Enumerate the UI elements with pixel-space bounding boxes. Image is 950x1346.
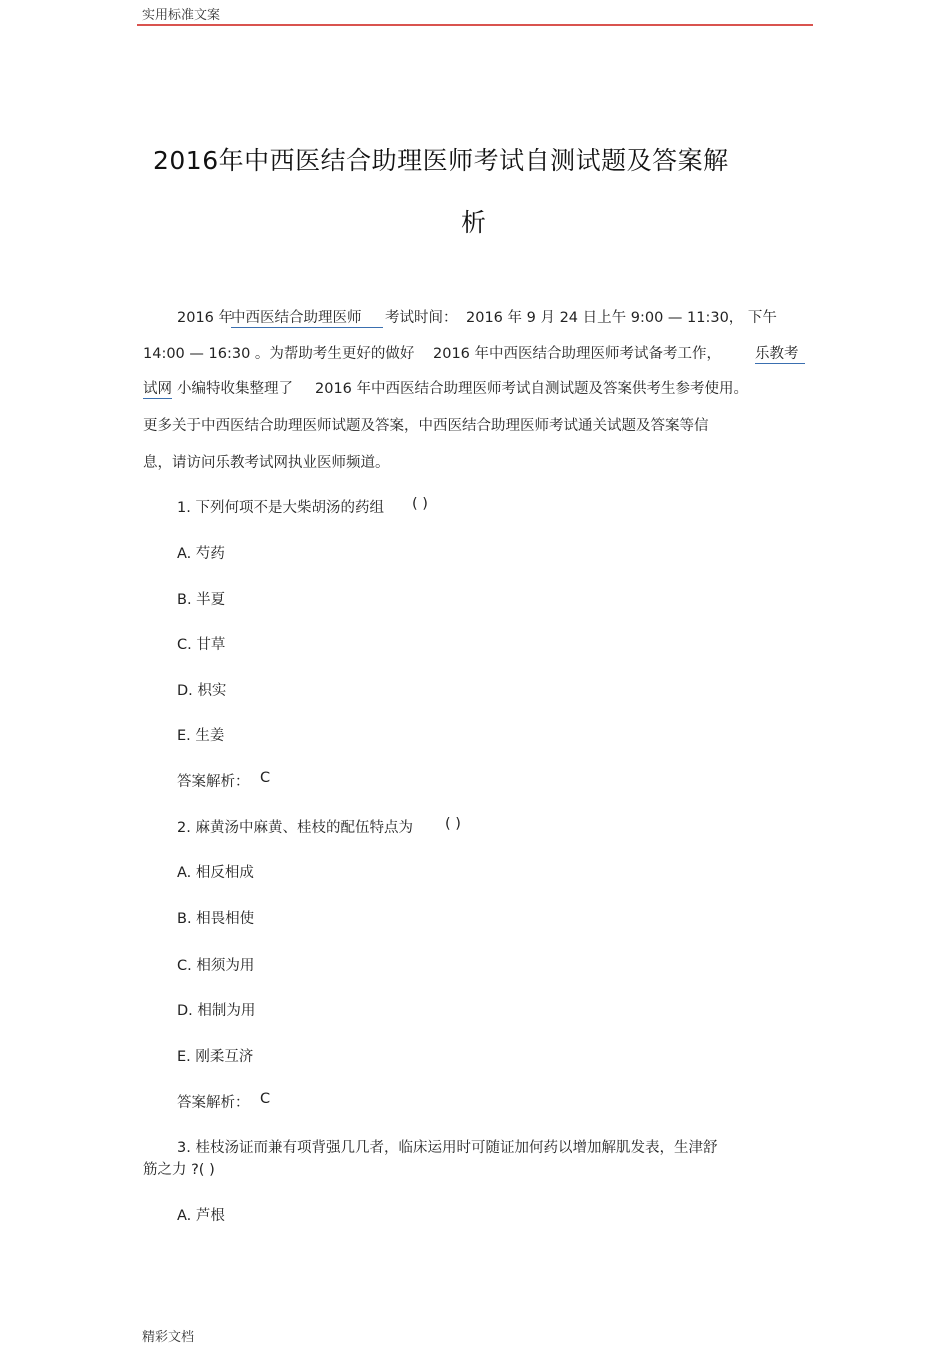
intro-text: 更多关于中西医结合助理医师试题及答案，中西医结合助理医师考试通关试题及答案等信 [143, 418, 709, 434]
question-1-option: C. 甘草 [177, 637, 226, 653]
question-2-option: D. 相制为用 [177, 1003, 256, 1019]
question-2-stem: 2. 麻黄汤中麻黄、桂枝的配伍特点为 [177, 820, 413, 836]
intro-text: 考试时间： [385, 310, 458, 326]
intro-text: 2016 年中西医结合助理医师考试备考工作， [433, 346, 722, 362]
question-1-option: E. 生姜 [177, 728, 225, 744]
question-2-paren: ( ) [445, 816, 461, 832]
question-3-stem-cont: 筋之力 ?( ) [143, 1162, 215, 1178]
intro-link-exam[interactable]: 中西医结合助理医师 [231, 306, 383, 328]
intro-text: 2016 年 [177, 310, 234, 326]
intro-text: 14:00 — 16:30 。为帮助考生更好的做好 [143, 346, 415, 362]
question-3-option: A. 芦根 [177, 1208, 225, 1224]
question-2-option: E. 刚柔互济 [177, 1049, 254, 1065]
intro-text: 息，请访问乐教考试网执业医师频道。 [143, 455, 390, 471]
question-1-option: A. 芍药 [177, 546, 225, 562]
intro-text: 2016 年中西医结合助理医师考试自测试题及答案供考生参考使用。 [315, 381, 749, 397]
intro-text: 小编特收集整理了 [177, 381, 293, 397]
question-1-stem: 1. 下列何项不是大柴胡汤的药组 [177, 500, 384, 516]
intro-text: 2016 年 9 月 24 日上午 9:00 — 11:30， 下午 [466, 310, 777, 326]
intro-link-site-cont[interactable]: 试网 [143, 377, 172, 399]
document-title-line2: 析 [461, 208, 487, 237]
question-1-answer: C [260, 770, 271, 786]
question-3-stem: 3. 桂枝汤证而兼有项背强几几者，临床运用时可随证加何药以增加解肌发表，生津舒 [177, 1140, 718, 1156]
page-footer-label: 精彩文档 [142, 1330, 195, 1345]
header-rule [137, 24, 813, 26]
question-2-option: C. 相须为用 [177, 958, 255, 974]
document-title-line1: 2016年中西医结合助理医师考试自测试题及答案解 [153, 146, 729, 175]
question-2-answer-label: 答案解析： [177, 1095, 250, 1111]
question-2-option: A. 相反相成 [177, 865, 254, 881]
question-2-option: B. 相畏相使 [177, 911, 255, 927]
question-2-answer: C [260, 1091, 271, 1107]
question-1-answer-label: 答案解析： [177, 774, 250, 790]
question-1-option: B. 半夏 [177, 592, 226, 608]
intro-link-site[interactable]: 乐教考 [755, 342, 805, 364]
page-header-label: 实用标准文案 [142, 8, 221, 23]
question-1-paren: ( ) [412, 496, 428, 512]
question-1-option: D. 枳实 [177, 683, 227, 699]
